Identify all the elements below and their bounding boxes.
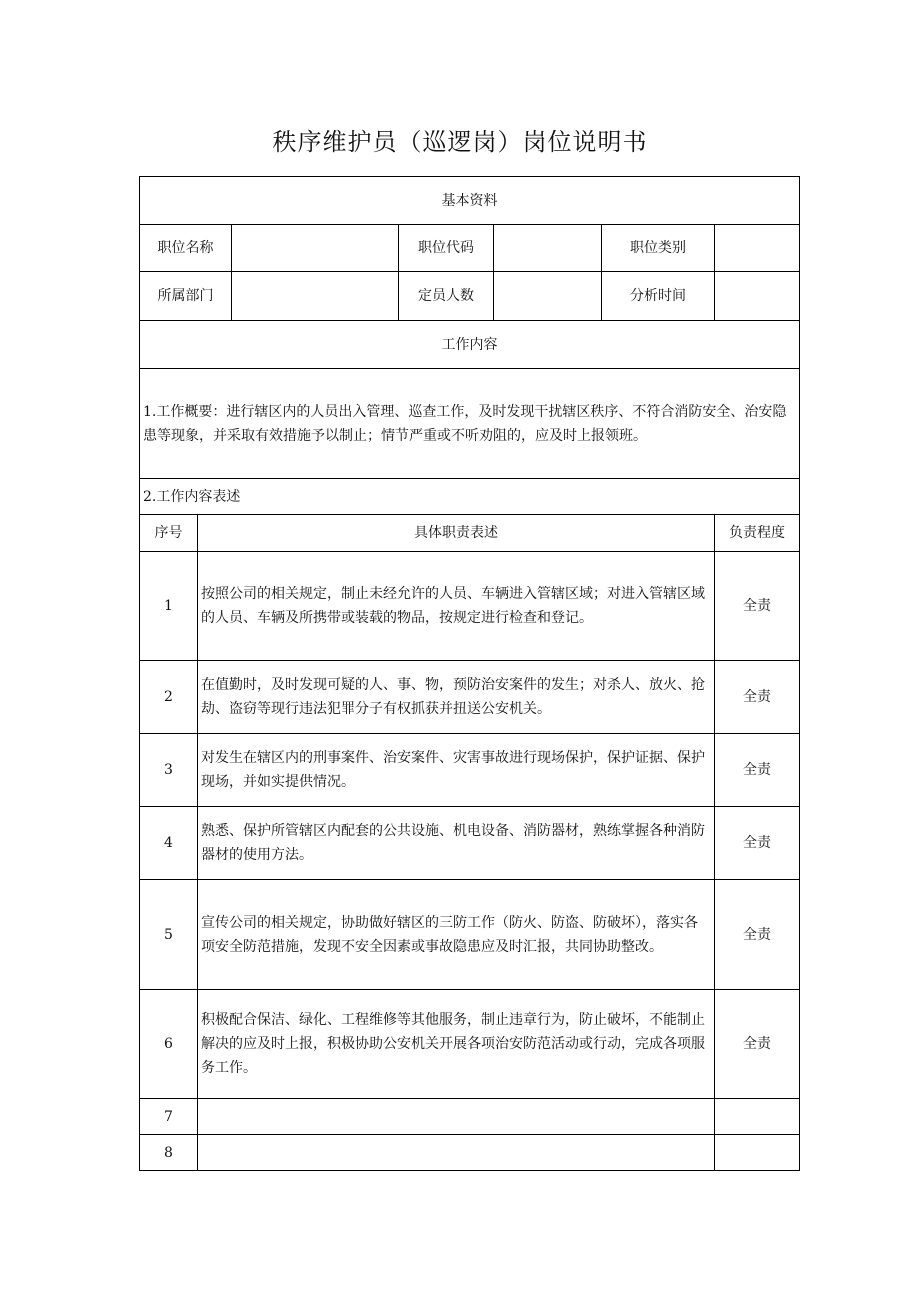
duty-description: 对发生在辖区内的刑事案件、治安案件、灾害事故进行现场保护，保护证据、保护现场，并如实提供情况。 [198, 734, 715, 807]
duty-description: 按照公司的相关规定，制止未经允许的人员、车辆进入管辖区域；对进入管辖区域的人员、车辆及所携带或装载的物品，按规定进行检查和登记。 [198, 552, 715, 661]
basic-info-header: 基本资料 [140, 177, 800, 225]
duty-level: 全责 [715, 880, 800, 990]
duty-no: 4 [140, 807, 198, 880]
col-header-responsibility: 负责程度 [715, 515, 800, 552]
value-department[interactable] [232, 272, 399, 321]
duty-description: 积极配合保洁、绿化、工程维修等其他服务，制止违章行为，防止破坏，不能制止解决的应及时上报，积极协助公安机关开展各项治安防范活动或行动，完成各项服务工作。 [198, 990, 715, 1099]
label-analysis-time: 分析时间 [602, 272, 715, 321]
duty-description[interactable] [198, 1135, 715, 1171]
duty-row [140, 661, 800, 734]
document-title: 秩序维护员（巡逻岗）岗位说明书 [272, 128, 648, 156]
duty-no: 2 [140, 661, 198, 734]
duty-no: 8 [140, 1135, 198, 1171]
duty-row [140, 880, 800, 990]
duty-row [140, 1099, 800, 1135]
duty-level: 全责 [715, 552, 800, 661]
label-position-name: 职位名称 [140, 225, 232, 272]
label-headcount: 定员人数 [399, 272, 494, 321]
duty-level: 全责 [715, 661, 800, 734]
value-position-category[interactable] [715, 225, 800, 272]
duty-level[interactable] [715, 1135, 800, 1171]
duty-no: 7 [140, 1099, 198, 1135]
value-position-name[interactable] [232, 225, 399, 272]
duty-row [140, 990, 800, 1099]
duty-row [140, 734, 800, 807]
duty-no: 5 [140, 880, 198, 990]
duty-row [140, 807, 800, 880]
label-position-code: 职位代码 [399, 225, 494, 272]
value-analysis-time[interactable] [715, 272, 800, 321]
duty-row [140, 552, 800, 661]
duty-level: 全责 [715, 990, 800, 1099]
duty-level: 全责 [715, 734, 800, 807]
value-position-code[interactable] [494, 225, 602, 272]
job-description-table [139, 176, 800, 1171]
duty-description[interactable] [198, 1099, 715, 1135]
duty-description: 熟悉、保护所管辖区内配套的公共设施、机电设备、消防器材，熟练掌握各种消防器材的使用方法。 [198, 807, 715, 880]
duty-description: 宣传公司的相关规定，协助做好辖区的三防工作（防火、防盗、防破坏），落实各项安全防范措施，发现不安全因素或事故隐患应及时汇报，共同协助整改。 [198, 880, 715, 990]
label-department: 所属部门 [140, 272, 232, 321]
duty-no: 3 [140, 734, 198, 807]
work-detail-title: 2.工作内容表述 [140, 479, 800, 515]
col-header-description: 具体职责表述 [198, 515, 715, 552]
duty-description: 在值勤时，及时发现可疑的人、事、物，预防治安案件的发生；对杀人、放火、抢劫、盗窃等现行违法犯罪分子有权抓获并扭送公安机关。 [198, 661, 715, 734]
duty-no: 1 [140, 552, 198, 661]
duty-row [140, 1135, 800, 1171]
col-header-no: 序号 [140, 515, 198, 552]
work-overview: 1.工作概要：进行辖区内的人员出入管理、巡查工作，及时发现干扰辖区秩序、不符合消防安全、治安隐患等现象，并采取有效措施予以制止；情节严重或不听劝阻的，应及时上报领班。 [140, 369, 800, 479]
duty-no: 6 [140, 990, 198, 1099]
label-position-category: 职位类别 [602, 225, 715, 272]
duty-level: 全责 [715, 807, 800, 880]
value-headcount[interactable] [494, 272, 602, 321]
work-content-header: 工作内容 [140, 321, 800, 369]
duty-level[interactable] [715, 1099, 800, 1135]
